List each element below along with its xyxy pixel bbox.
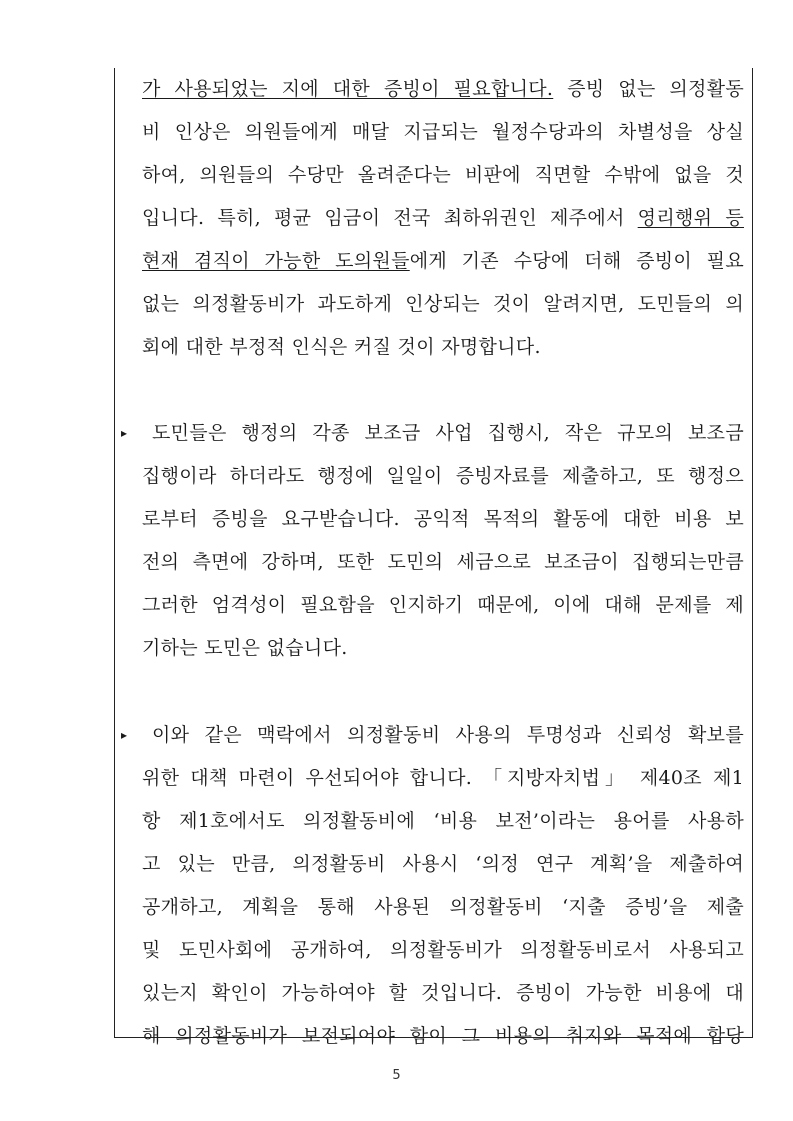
paragraph-3-line-2: 위한 대책 마련이 우선되어야 합니다. 「지방자치법」 제40조 제1: [142, 767, 744, 789]
paragraph-1-line-6: 없는 의정활동비가 과도하게 인상되는 것이 알려지면, 도민들의 의: [142, 293, 744, 315]
paragraph-3-line-7: 있는지 확인이 가능하여야 할 것입니다. 증빙이 가능한 비용에 대: [142, 982, 744, 1004]
paragraph-2-line-1: 도민들은 행정의 각종 보조금 사업 집행시, 작은 규모의 보조금: [152, 422, 744, 444]
paragraph-2-line-2: 집행이라 하더라도 행정에 일일이 증빙자료를 제출하고, 또 행정으: [142, 465, 744, 487]
paragraph-1-line-1: [142, 77, 744, 101]
paragraph-3-line-3: 항 제1호에서도 의정활동비에 ‘비용 보전’이라는 용어를 사용하: [142, 810, 744, 832]
paragraph-1-line-3: 하여, 의원들의 수당만 올려준다는 비판에 직면할 수밖에 없을 것: [142, 164, 744, 186]
paragraph-2-line-5: 그러한 엄격성이 필요함을 인지하기 때문에, 이에 대해 문제를 제: [142, 594, 744, 616]
underlined-text: 가 사용되었는 지에 대한 증빙이 필요합니다.: [142, 78, 554, 100]
bullet-marker: ▸: [121, 728, 128, 742]
text-span: 증빙 없는 의정활동: [553, 78, 744, 100]
paragraph-3-line-8: 해 의정활동비가 보전되어야 함이 그 비용의 취지와 목적에 합당: [142, 1025, 744, 1047]
paragraph-1-line-5: [142, 249, 744, 273]
paragraph-2-line-4: 전의 측면에 강하며, 또한 도민의 세금으로 보조금이 집행되는만큼: [142, 551, 744, 573]
underlined-text: 현재 겸직이 가능한 도의원들: [142, 250, 410, 272]
paragraph-3-line-1: 이와 같은 맥락에서 의정활동비 사용의 투명성과 신뢰성 확보를: [152, 724, 744, 746]
bullet-marker: ▸: [121, 426, 128, 440]
paragraph-1-line-7: 회에 대한 부정적 인식은 커질 것이 자명합니다.: [142, 336, 541, 358]
paragraph-3-line-5: 공개하고, 계획을 통해 사용된 의정활동비 ‘지출 증빙’을 제출: [142, 896, 744, 918]
text-span: 입니다. 특히, 평균 임금이 전국 최하위권인 제주에서: [142, 207, 638, 229]
paragraph-2-line-6: 기하는 도민은 없습니다.: [142, 637, 348, 659]
page-number: 5: [392, 1068, 401, 1083]
paragraph-3-line-6: 및 도민사회에 공개하여, 의정활동비가 의정활동비로서 사용되고: [142, 939, 744, 961]
paragraph-3-line-4: 고 있는 만큼, 의정활동비 사용시 ‘의정 연구 계획’을 제출하여: [142, 853, 744, 875]
paragraph-1-line-2: 비 인상은 의원들에게 매달 지급되는 월정수당과의 차별성을 상실: [142, 121, 744, 143]
paragraph-2-line-3: 로부터 증빙을 요구받습니다. 공익적 목적의 활동에 대한 비용 보: [142, 508, 744, 530]
text-span: 에게 기존 수당에 더해 증빙이 필요: [409, 250, 744, 272]
paragraph-1-line-4: [142, 206, 744, 230]
underlined-text: 영리행위 등: [637, 207, 744, 229]
